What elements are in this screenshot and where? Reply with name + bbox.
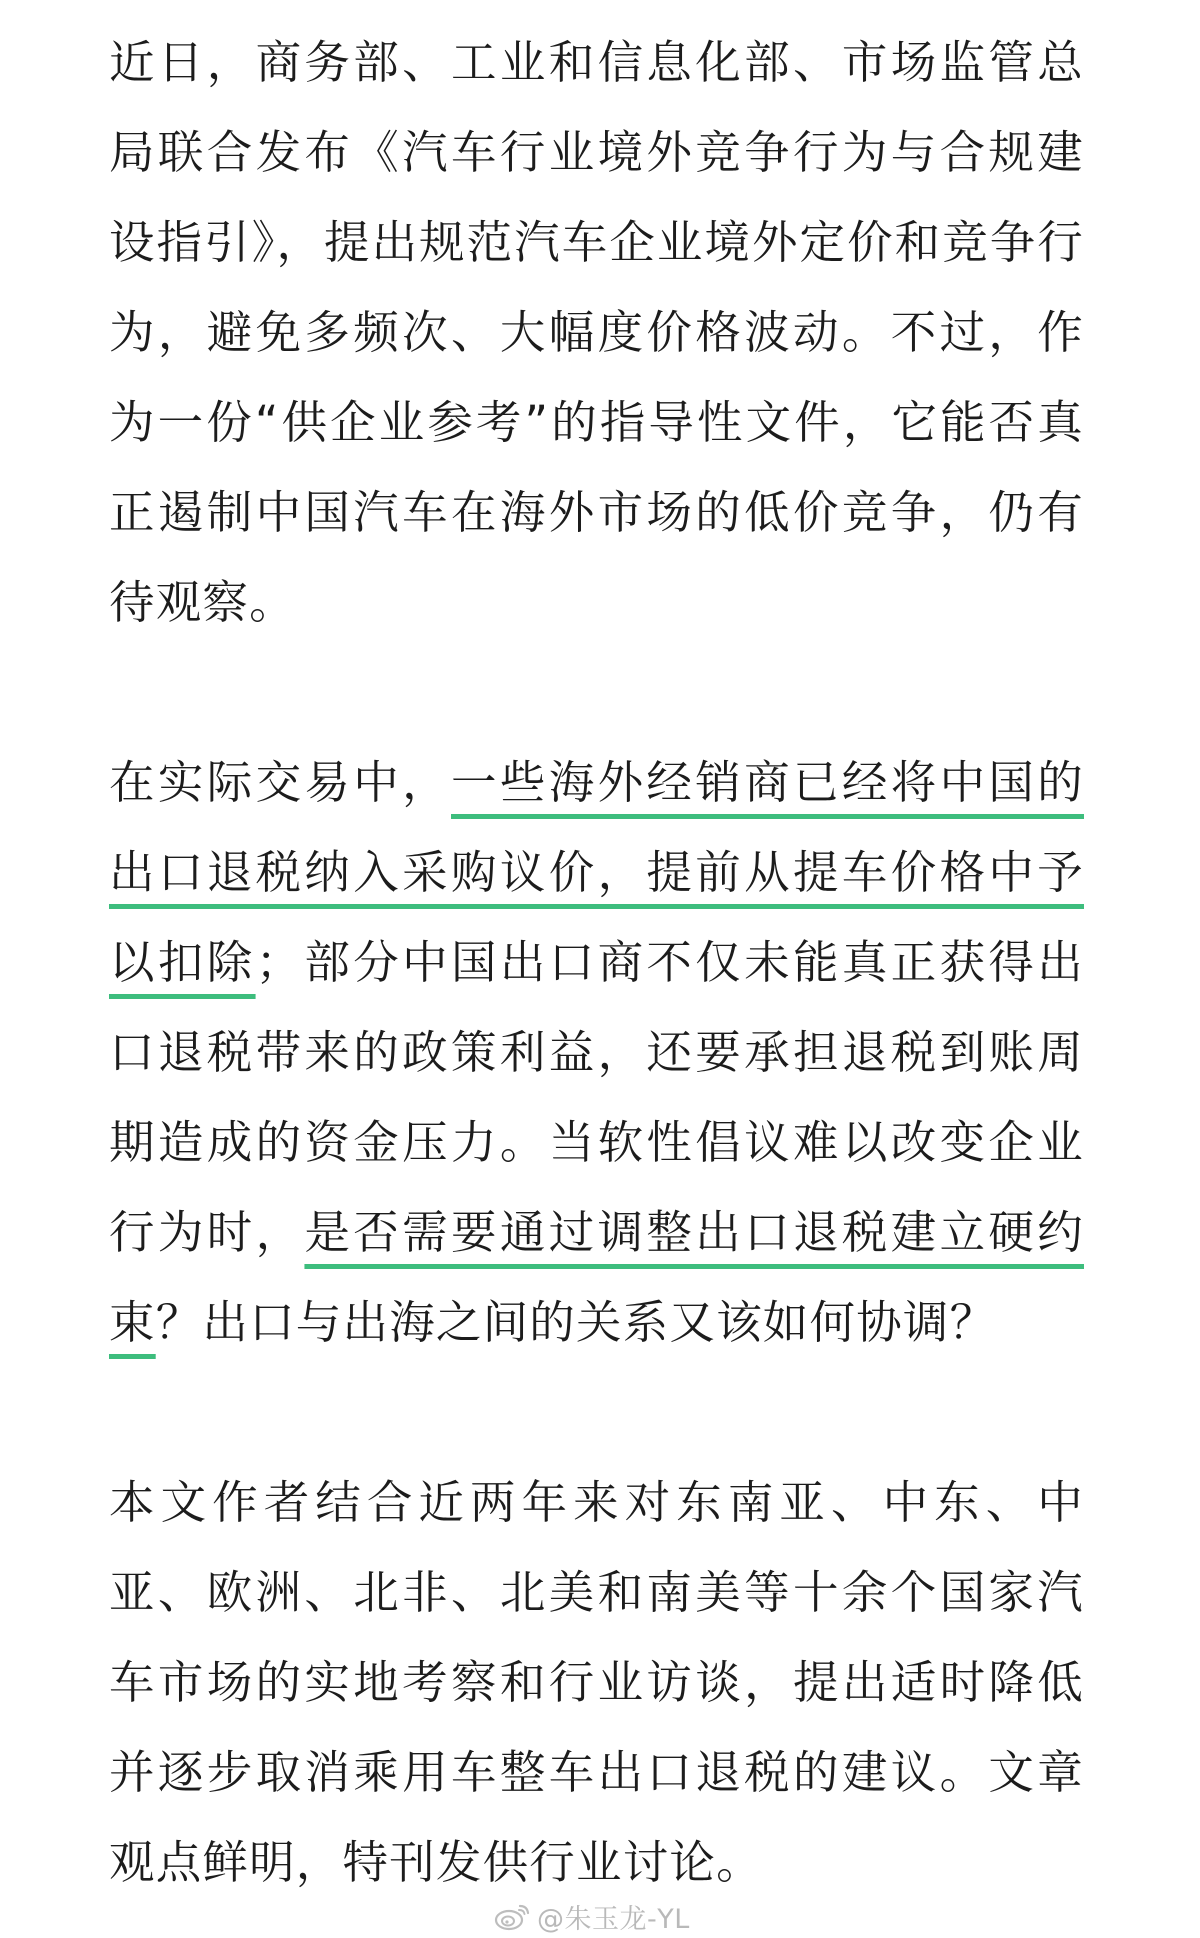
paragraph-trade-text-a: 在实际交易中，	[109, 756, 451, 809]
article-body	[109, 18, 1084, 1908]
paragraph-trade	[109, 738, 1084, 1368]
paragraph-trade-text-c: ？出口与出海之间的关系又该如何协调？	[155, 1296, 997, 1349]
paragraph-intro: 近日，商务部、工业和信息化部、市场监管总局联合发布《汽车行业境外竞争行为与合规建设指引》，提出规范汽车企业境外定价和竞争行为，避免多频次、大幅度价格波动。不过，作为一份“供企业参考”的指导性文件，它能否真正遏制中国汽车在海外市场的低价竞争，仍有待观察。	[109, 36, 1084, 629]
watermark-handle: @朱玉龙-YL	[537, 1903, 690, 1935]
weibo-logo-icon	[493, 1900, 533, 1932]
highlight-dealer-rebate: 一些海外经销商已经将中国的出口退税纳入采购议价，提前从提车价格中予以扣除	[109, 756, 1084, 989]
weibo-watermark	[493, 1898, 690, 1934]
highlight-hard-constraint: 是否需要通过调整出口退税建立硬约束	[109, 1206, 1084, 1349]
paragraph-trade-text-b: ；部分中国出口商不仅未能真正获得出口退税带来的政策利益，还要承担退税到账周期造成的资金压力。当软性倡议难以改变企业行为时，	[109, 936, 1084, 1259]
paragraph-author-note: 本文作者结合近两年来对东南亚、中东、中亚、欧洲、北非、北美和南美等十余个国家汽车市场的实地考察和行业访谈，提出适时降低并逐步取消乘用车整车出口退税的建议。文章观点鲜明，特刊发供行业讨论。	[109, 1476, 1084, 1889]
